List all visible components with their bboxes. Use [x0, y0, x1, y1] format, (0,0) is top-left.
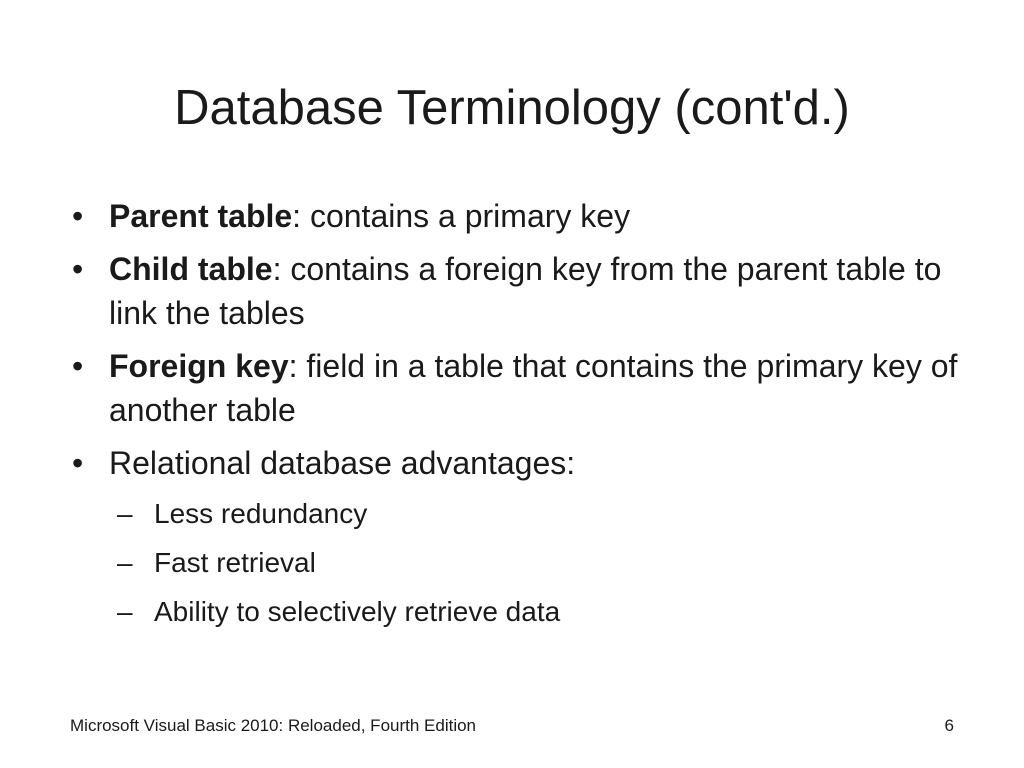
bullet-term: Parent table: [109, 198, 293, 234]
sub-bullet-fast-retrieval: [72, 543, 972, 583]
sub-bullet-text: Fast retrieval: [154, 547, 316, 578]
footer-book-title: Microsoft Visual Basic 2010: Reloaded, Fourth Edition: [70, 716, 477, 735]
slide-title: Database Terminology (cont'd.): [174, 81, 850, 135]
bullet-text: : field in a table that contains the primary key of another table: [109, 348, 958, 428]
sub-bullet-marker: –: [117, 498, 133, 529]
bullet-marker: •: [72, 445, 84, 481]
bullet-text: : contains a primary key: [292, 198, 631, 234]
bullet-text: : contains a foreign key from the parent table to link the tables: [109, 251, 942, 331]
sub-bullet-marker: –: [117, 547, 133, 578]
sub-bullet-text: Less redundancy: [154, 498, 368, 529]
footer-page-number: 6: [944, 716, 954, 735]
bullet-foreign-key: [72, 344, 972, 432]
bullet-child-table: [72, 247, 972, 335]
bullet-relational-advantages: [72, 441, 972, 485]
sub-bullet-marker: –: [117, 596, 133, 627]
bullet-term: Child table: [109, 251, 273, 287]
bullet-marker: •: [72, 198, 84, 234]
bullet-term: Foreign key: [109, 348, 289, 384]
sub-bullet-selective-retrieval: [72, 592, 972, 632]
sub-bullet-less-redundancy: [72, 494, 972, 534]
bullet-list: [72, 194, 972, 641]
bullet-text: Relational database advantages:: [109, 445, 576, 481]
bullet-parent-table: [72, 194, 972, 238]
sub-bullet-text: Ability to selectively retrieve data: [154, 596, 561, 627]
bullet-marker: •: [72, 251, 84, 287]
bullet-marker: •: [72, 348, 84, 384]
